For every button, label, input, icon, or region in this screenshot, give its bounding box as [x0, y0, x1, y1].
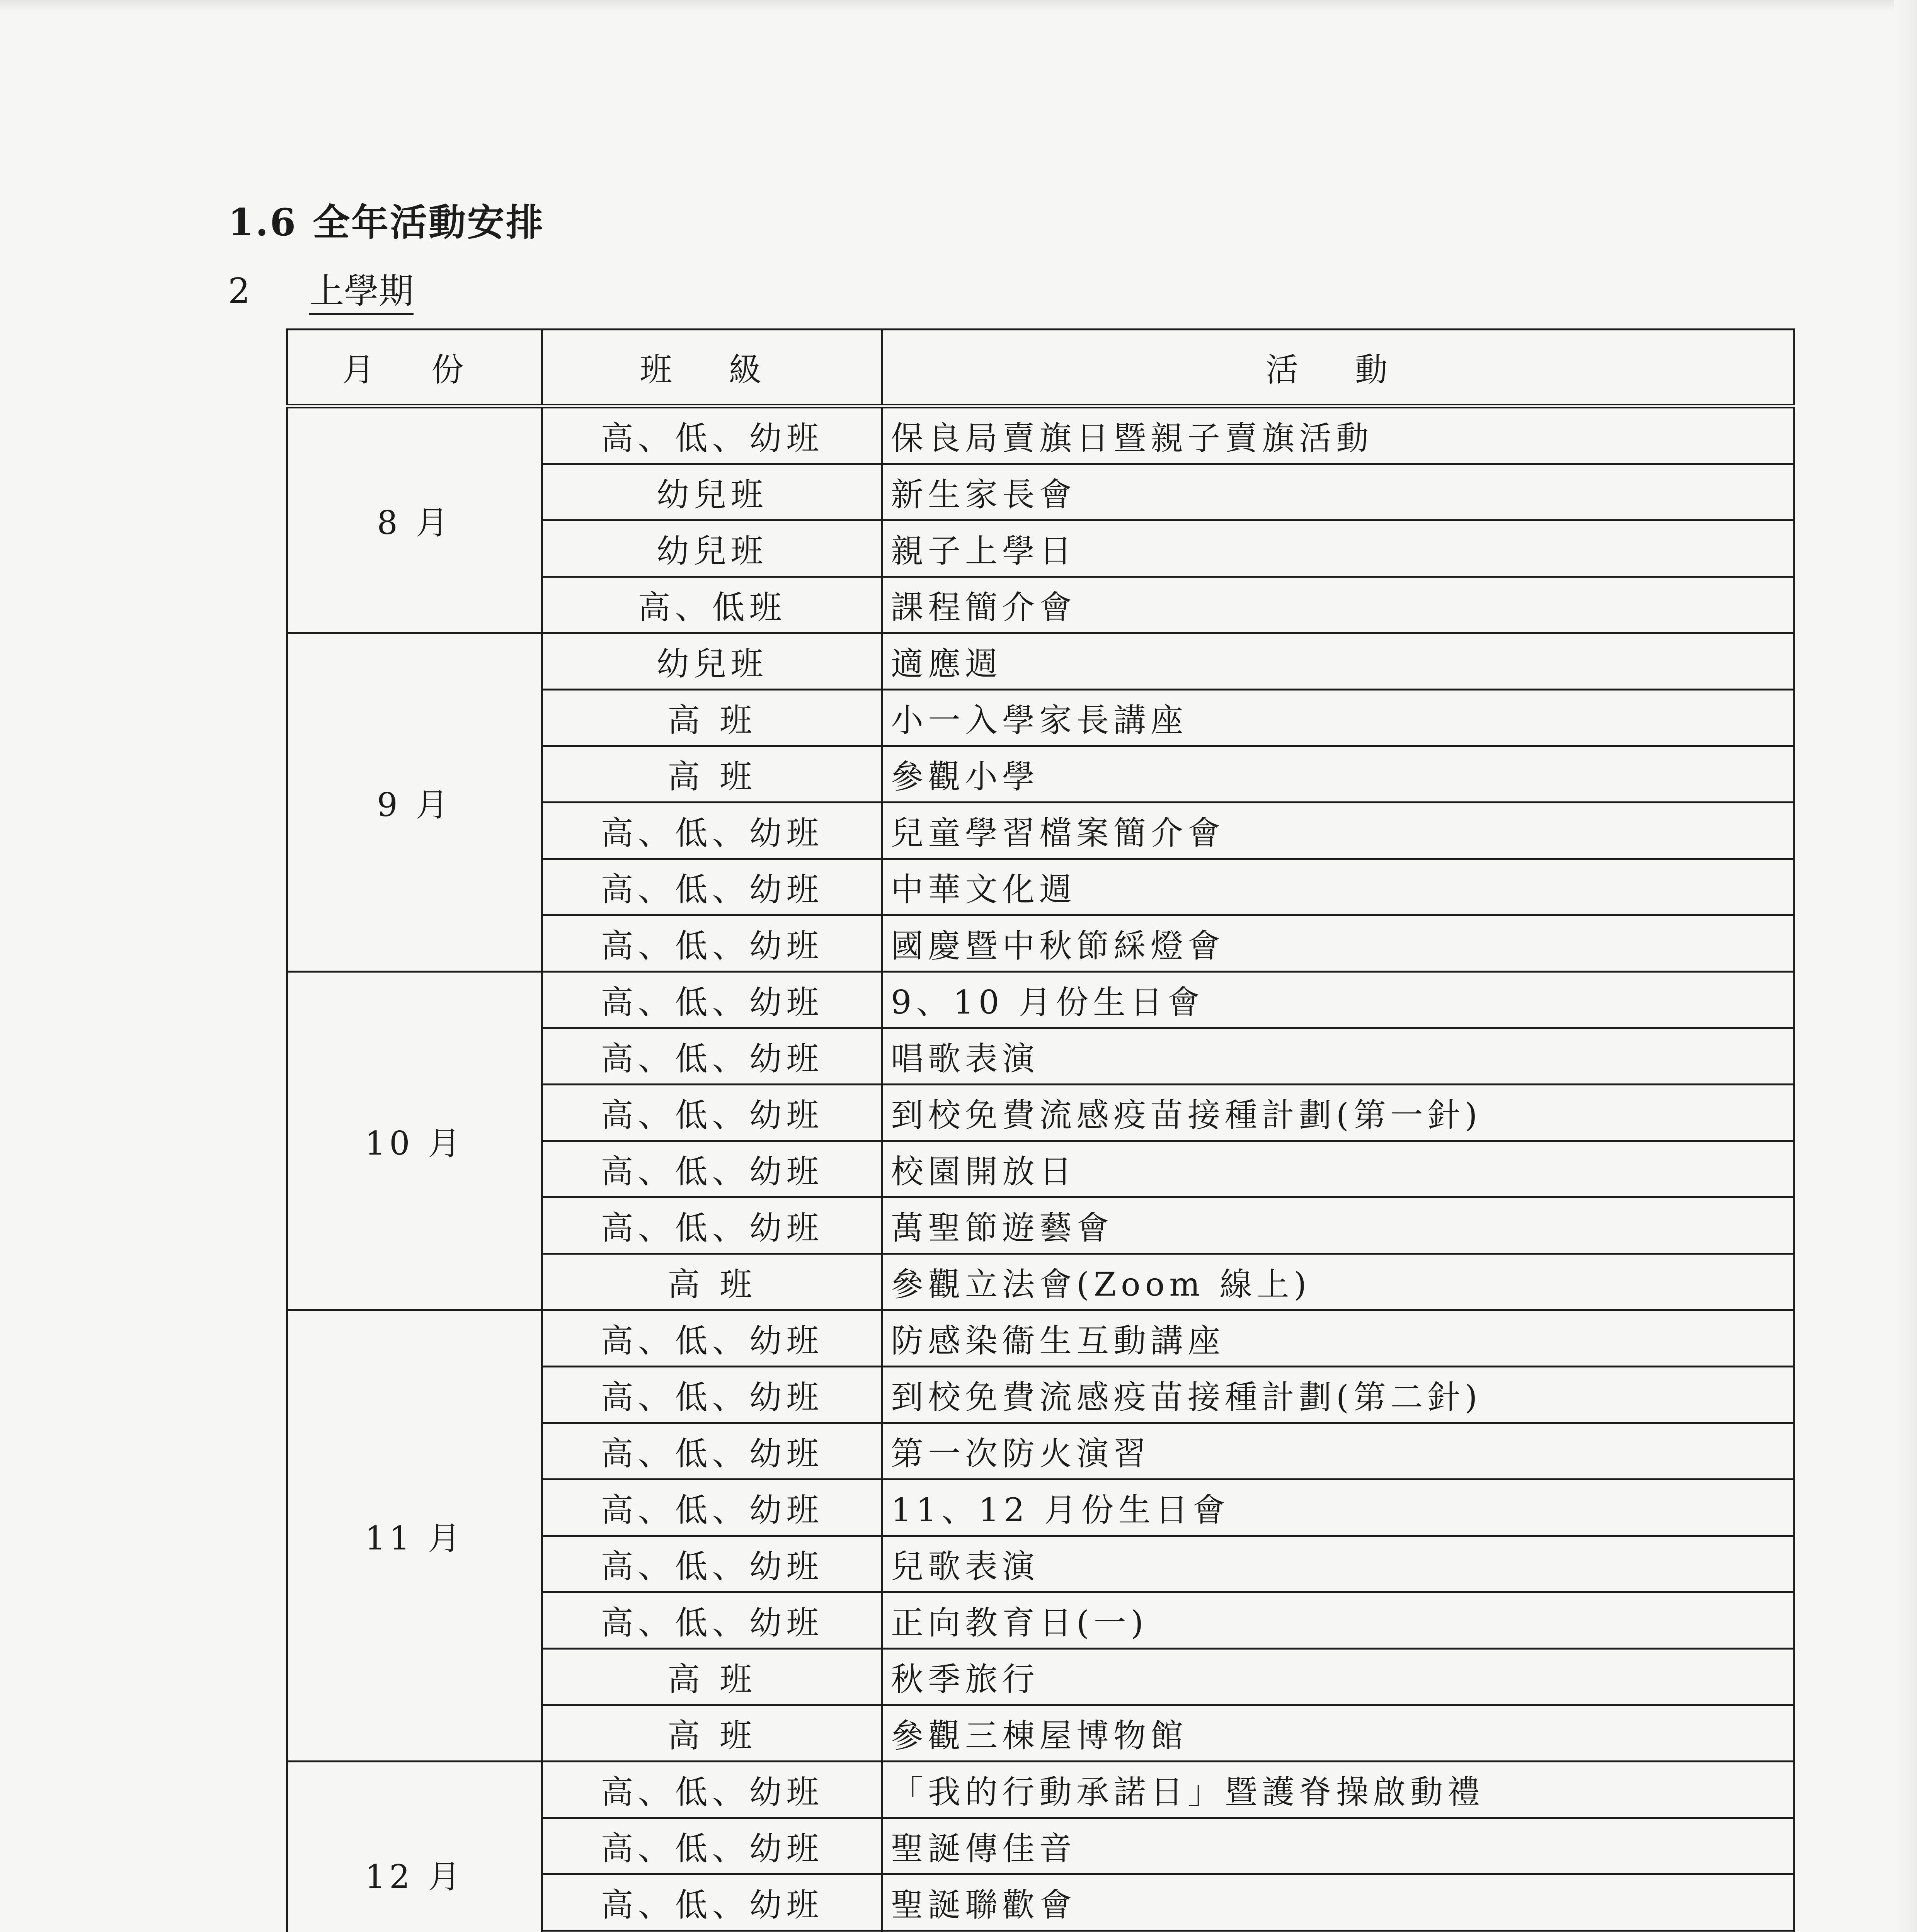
table-body [287, 406, 1794, 1932]
activity-cell: 第一次防火演習 [882, 1423, 1794, 1480]
activity-cell: 親子上學日 [882, 520, 1794, 577]
class-cell: 高、低、幼班 [542, 1480, 882, 1536]
class-cell [542, 1931, 882, 1932]
class-cell: 高、低、幼班 [542, 1028, 882, 1085]
class-cell: 高、低、幼班 [542, 1536, 882, 1592]
class-cell: 高、低、幼班 [542, 1197, 882, 1254]
month-cell: 10 月 [287, 972, 542, 1310]
activity-cell: 中華文化週 [882, 859, 1794, 915]
activity-cell: 11、12 月份生日會 [882, 1480, 1794, 1536]
activity-cell: 課程簡介會 [882, 577, 1794, 633]
activity-cell: 適應週 [882, 633, 1794, 690]
scan-edge-top [0, 0, 1917, 12]
activity-cell: 校園開放日 [882, 1141, 1794, 1197]
class-cell: 高、低、幼班 [542, 1762, 882, 1818]
month-cell: 11 月 [287, 1310, 542, 1762]
class-cell: 高、低、幼班 [542, 1310, 882, 1367]
class-cell: 高、低、幼班 [542, 1874, 882, 1931]
class-cell: 高 班 [542, 690, 882, 746]
activity-cell: 萬聖節遊藝會 [882, 1197, 1794, 1254]
class-cell: 高、低、幼班 [542, 1592, 882, 1649]
class-cell: 高、低、幼班 [542, 1423, 882, 1480]
class-cell: 幼兒班 [542, 464, 882, 520]
table-row [287, 972, 1794, 1028]
class-cell: 高、低、幼班 [542, 1141, 882, 1197]
table-row [287, 633, 1794, 690]
activity-cell: 兒歌表演 [882, 1536, 1794, 1592]
class-cell: 幼兒班 [542, 633, 882, 690]
section-number: 1.6 [228, 201, 298, 244]
class-cell: 高 班 [542, 1649, 882, 1705]
class-cell: 高、低、幼班 [542, 915, 882, 972]
class-cell: 高 班 [542, 1254, 882, 1310]
class-cell: 高、低、幼班 [542, 859, 882, 915]
activity-cell: 小一入學家長講座 [882, 690, 1794, 746]
activity-cell: 正向教育日(一) [882, 1592, 1794, 1649]
class-cell: 幼兒班 [542, 520, 882, 577]
header-month: 月 份 [287, 330, 542, 406]
table-header-row [287, 330, 1794, 406]
subsection-heading [228, 263, 414, 313]
class-cell: 高 班 [542, 746, 882, 803]
month-cell: 12 月 [287, 1762, 542, 1932]
month-cell: 9 月 [287, 633, 542, 972]
table-row [287, 1310, 1794, 1367]
class-cell: 高、低班 [542, 577, 882, 633]
class-cell: 高 班 [542, 1705, 882, 1762]
header-activity: 活 動 [882, 330, 1794, 406]
activity-cell: 兒童學習檔案簡介會 [882, 803, 1794, 859]
activity-cell: 國慶暨中秋節綵燈會 [882, 915, 1794, 972]
activity-cell: 秋季旅行 [882, 1649, 1794, 1705]
scan-edge-right [1894, 0, 1917, 1932]
class-cell: 高、低、幼班 [542, 1818, 882, 1874]
activity-cell: 唱歌表演 [882, 1028, 1794, 1085]
month-cell: 8 月 [287, 406, 542, 633]
class-cell: 高、低、幼班 [542, 406, 882, 464]
class-cell: 高、低、幼班 [542, 803, 882, 859]
class-cell: 高、低、幼班 [542, 1085, 882, 1141]
activity-cell: 聖誕聯歡會 [882, 1874, 1794, 1931]
activity-cell: 參觀立法會(Zoom 線上) [882, 1254, 1794, 1310]
activity-cell: 到校免費流感疫苗接種計劃(第一針) [882, 1085, 1794, 1141]
table-row [287, 406, 1794, 464]
activity-cell: 「我的行動承諾日」暨護脊操啟動禮 [882, 1762, 1794, 1818]
activity-cell: 防感染衞生互動講座 [882, 1310, 1794, 1367]
activity-cell: 到校免費流感疫苗接種計劃(第二針) [882, 1367, 1794, 1423]
activity-cell [882, 1931, 1794, 1932]
activity-cell: 新生家長會 [882, 464, 1794, 520]
activity-cell: 保良局賣旗日暨親子賣旗活動 [882, 406, 1794, 464]
activity-cell: 參觀小學 [882, 746, 1794, 803]
class-cell: 高、低、幼班 [542, 972, 882, 1028]
class-cell: 高、低、幼班 [542, 1367, 882, 1423]
subsection-title: 上學期 [309, 271, 414, 315]
activity-schedule-table [286, 328, 1795, 1932]
header-class: 班 級 [542, 330, 882, 406]
table-row [287, 1762, 1794, 1818]
activity-cell: 9、10 月份生日會 [882, 972, 1794, 1028]
activity-cell: 參觀三棟屋博物館 [882, 1705, 1794, 1762]
section-heading [228, 193, 545, 246]
section-title: 全年活動安排 [313, 201, 545, 244]
subsection-number: 2 [228, 271, 250, 311]
activity-cell: 聖誕傳佳音 [882, 1818, 1794, 1874]
